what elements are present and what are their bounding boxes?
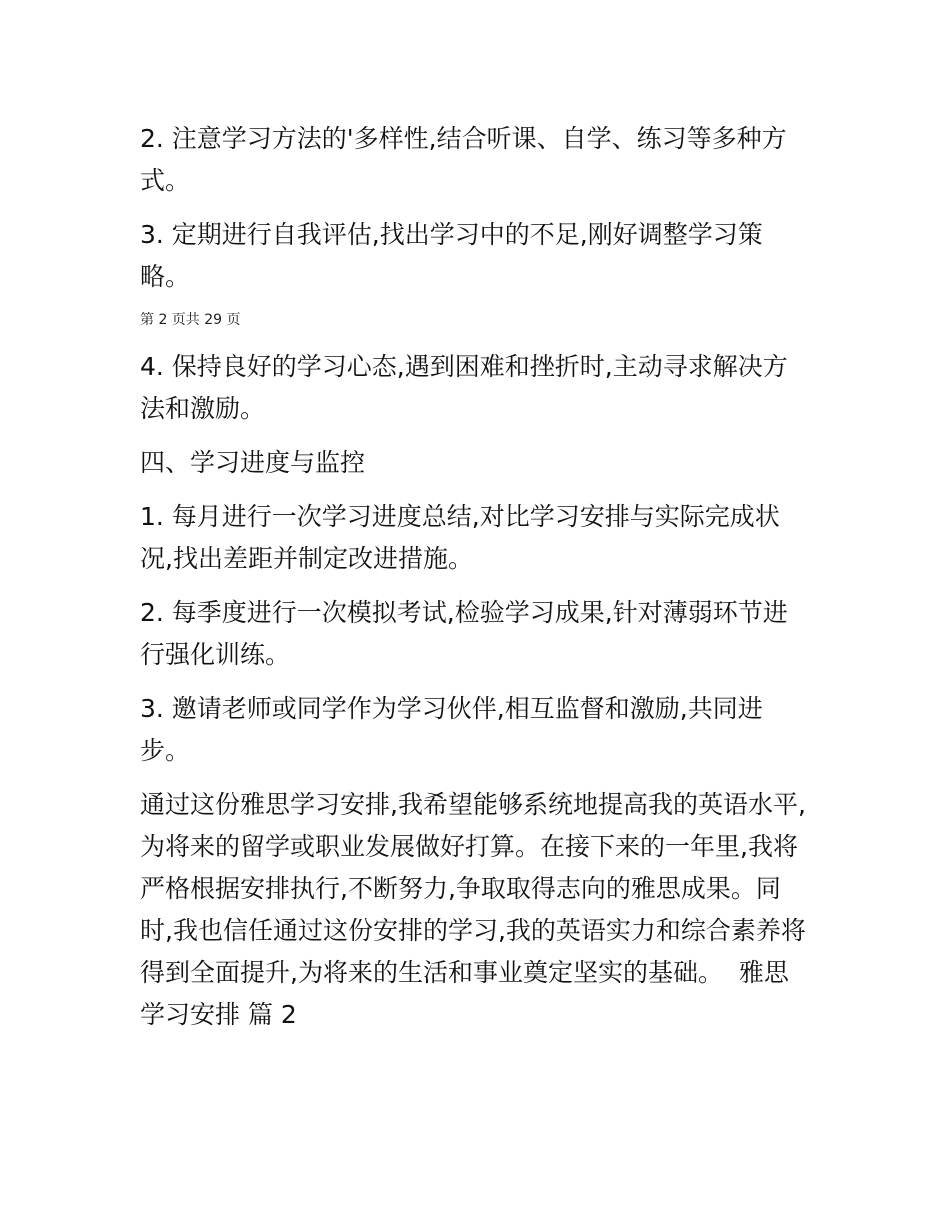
paragraph-self-assessment: 3. 定期进行自我评估,找出学习中的不足,刚好调整学习策略。 — [140, 220, 763, 291]
list-item-study-partner: 3. 邀请老师或同学作为学习伙伴,相互监督和激励,共同进步。 — [140, 694, 763, 765]
page-number: 第 2 页共 29 页 — [140, 312, 241, 328]
paragraph-method-diversity: 2. 注意学习方法的'多样性,结合听课、自学、练习等多种方式。 — [140, 124, 787, 195]
document-page — [140, 118, 810, 1048]
closing-paragraph: 通过这份雅思学习安排,我希望能够系统地提高我的英语水平,为将来的留学或职业发展做好打算。在接下来的一年里,我将严格根据安排执行,不断努力,争取取得志向的雅思成果。同时,我也信任通过这份安排的学习,我的英语实力和综合素养将得到全面提升,为将来的生活和事业奠定坚实的基础。 雅思学习安排 篇 2 — [140, 790, 806, 1029]
section-heading: 四、学习进度与监控 — [140, 448, 366, 477]
paragraph-mindset: 4. 保持良好的学习心态,遇到困难和挫折时,主动寻求解决方法和激励。 — [140, 352, 788, 423]
list-item-monthly-summary: 1. 每月进行一次学习进度总结,对比学习安排与实际完成状况,找出差距并制定改进措施。 — [140, 502, 780, 573]
list-item-quarterly-exam: 2. 每季度进行一次模拟考试,检验学习成果,针对薄弱环节进行强化训练。 — [140, 598, 788, 669]
